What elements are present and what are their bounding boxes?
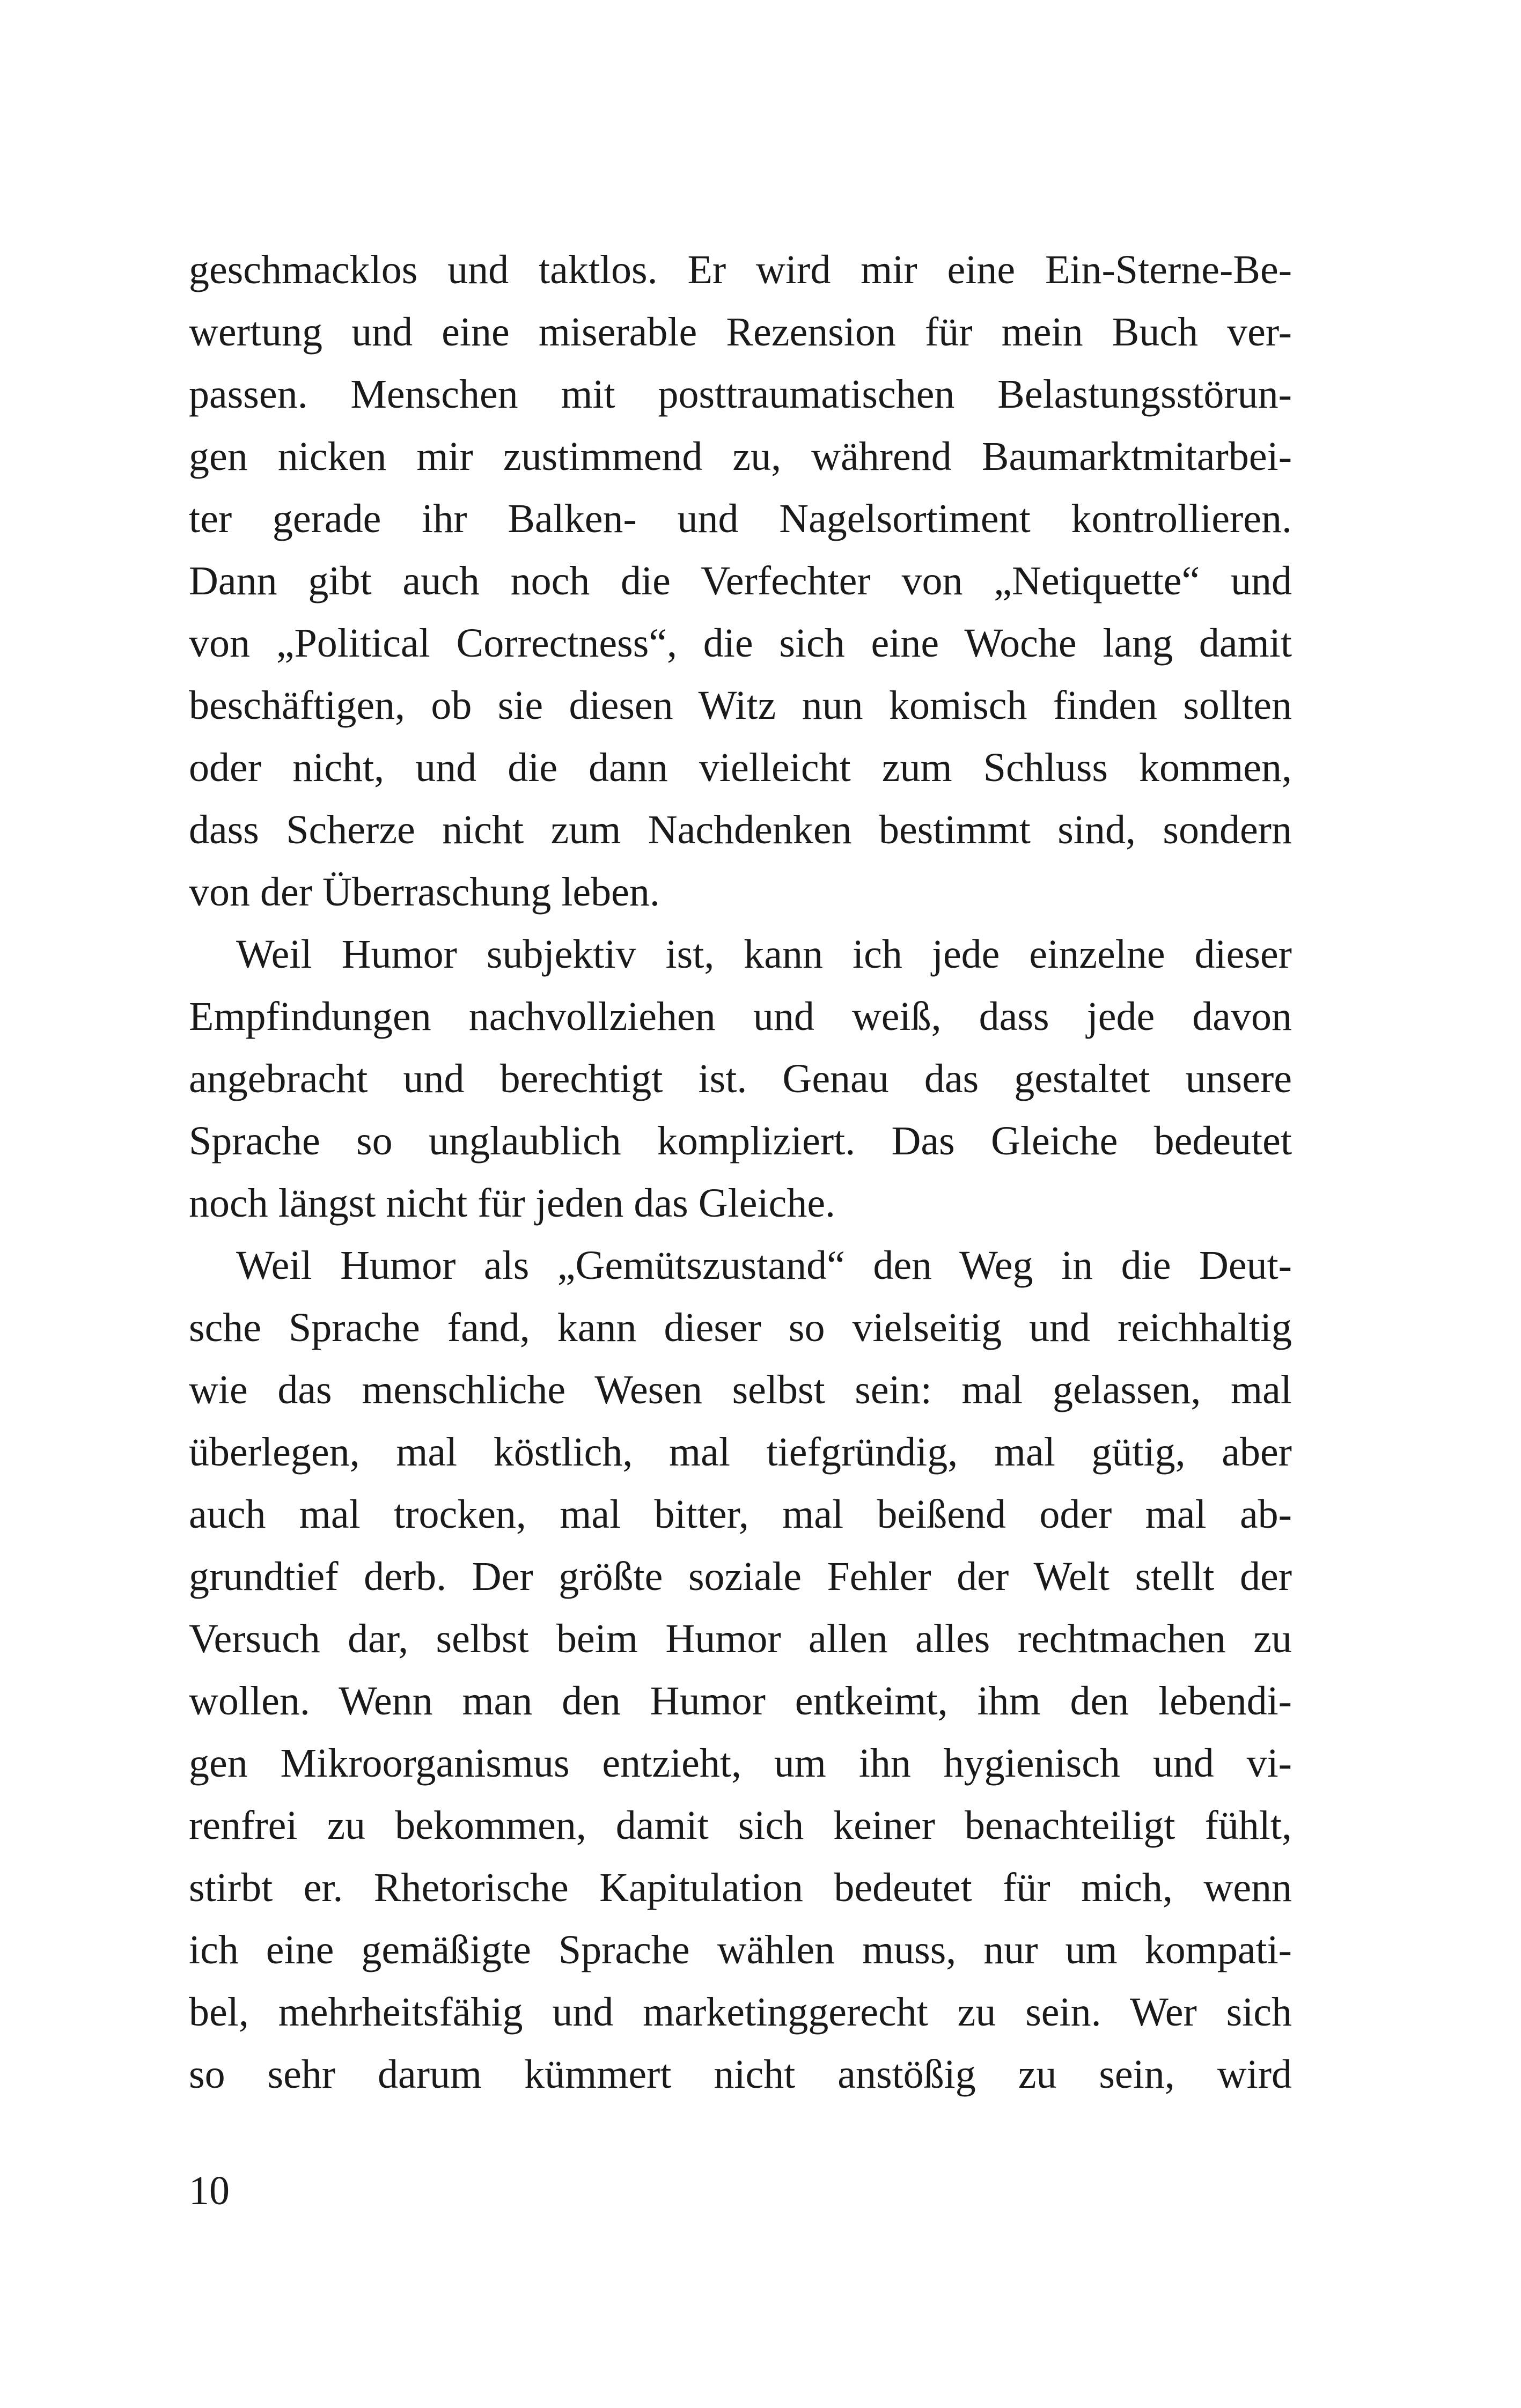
text-line: auch mal trocken, mal bitter, mal beißend oder mal ab-	[189, 1492, 1292, 1537]
text-line: wertung und eine miserable Rezension für mein Buch ver-	[189, 310, 1292, 355]
text-line: ich eine gemäßigte Sprache wählen muss, nur um kompati-	[189, 1927, 1292, 1972]
text-line: grundtief derb. Der größte soziale Fehler der Welt stellt der	[189, 1554, 1292, 1599]
text-line: von der Überraschung leben.	[189, 870, 660, 915]
text-line: gen nicken mir zustimmend zu, während Baumarktmitarbei-	[189, 434, 1292, 479]
text-line: dass Scherze nicht zum Nachdenken bestimmt sind, sondern	[189, 807, 1292, 852]
text-line: sche Sprache fand, kann dieser so vielseitig und reichhaltig	[189, 1305, 1292, 1350]
page-number: 10	[189, 2168, 230, 2213]
text-line: gen Mikroorganismus entzieht, um ihn hygienisch und vi-	[189, 1741, 1292, 1786]
body-text	[189, 239, 1292, 2105]
text-line: Sprache so unglaublich kompliziert. Das Gleiche bedeutet	[189, 1118, 1292, 1164]
text-line: passen. Menschen mit posttraumatischen Belastungsstörun-	[189, 372, 1292, 417]
text-line: oder nicht, und die dann vielleicht zum Schluss kommen,	[189, 745, 1292, 790]
text-line: geschmacklos und taktlos. Er wird mir eine Ein-Sterne-Be-	[189, 247, 1292, 292]
text-line: überlegen, mal köstlich, mal tiefgründig, mal gütig, aber	[189, 1430, 1292, 1475]
text-line: noch längst nicht für jeden das Gleiche.	[189, 1181, 836, 1226]
text-line: Weil Humor subjektiv ist, kann ich jede einzelne dieser	[236, 932, 1292, 977]
text-line: beschäftigen, ob sie diesen Witz nun komisch finden sollten	[189, 683, 1292, 728]
text-line: ter gerade ihr Balken- und Nagelsortiment kontrollieren.	[189, 496, 1292, 541]
text-line: renfrei zu bekommen, damit sich keiner benachteiligt fühlt,	[189, 1803, 1292, 1848]
text-line: Dann gibt auch noch die Verfechter von „Netiquette“ und	[189, 558, 1292, 603]
text-line: bel, mehrheitsfähig und marketinggerecht zu sein. Wer sich	[189, 1990, 1292, 2035]
text-line: wollen. Wenn man den Humor entkeimt, ihm den lebendi-	[189, 1678, 1292, 1724]
text-line: wie das menschliche Wesen selbst sein: mal gelassen, mal	[189, 1367, 1292, 1412]
text-line: so sehr darum kümmert nicht anstößig zu sein, wird	[189, 2052, 1292, 2097]
text-line: Weil Humor als „Gemütszustand“ den Weg in die Deut-	[236, 1243, 1292, 1288]
text-line: stirbt er. Rhetorische Kapitulation bedeutet für mich, wenn	[189, 1865, 1292, 1910]
text-line: von „Political Correctness“, die sich eine Woche lang damit	[189, 621, 1292, 666]
text-line: Empfindungen nachvollziehen und weiß, dass jede davon	[189, 994, 1292, 1039]
text-line: Versuch dar, selbst beim Humor allen alles rechtmachen zu	[189, 1616, 1292, 1661]
text-line: angebracht und berechtigt ist. Genau das gestaltet unsere	[189, 1056, 1292, 1101]
